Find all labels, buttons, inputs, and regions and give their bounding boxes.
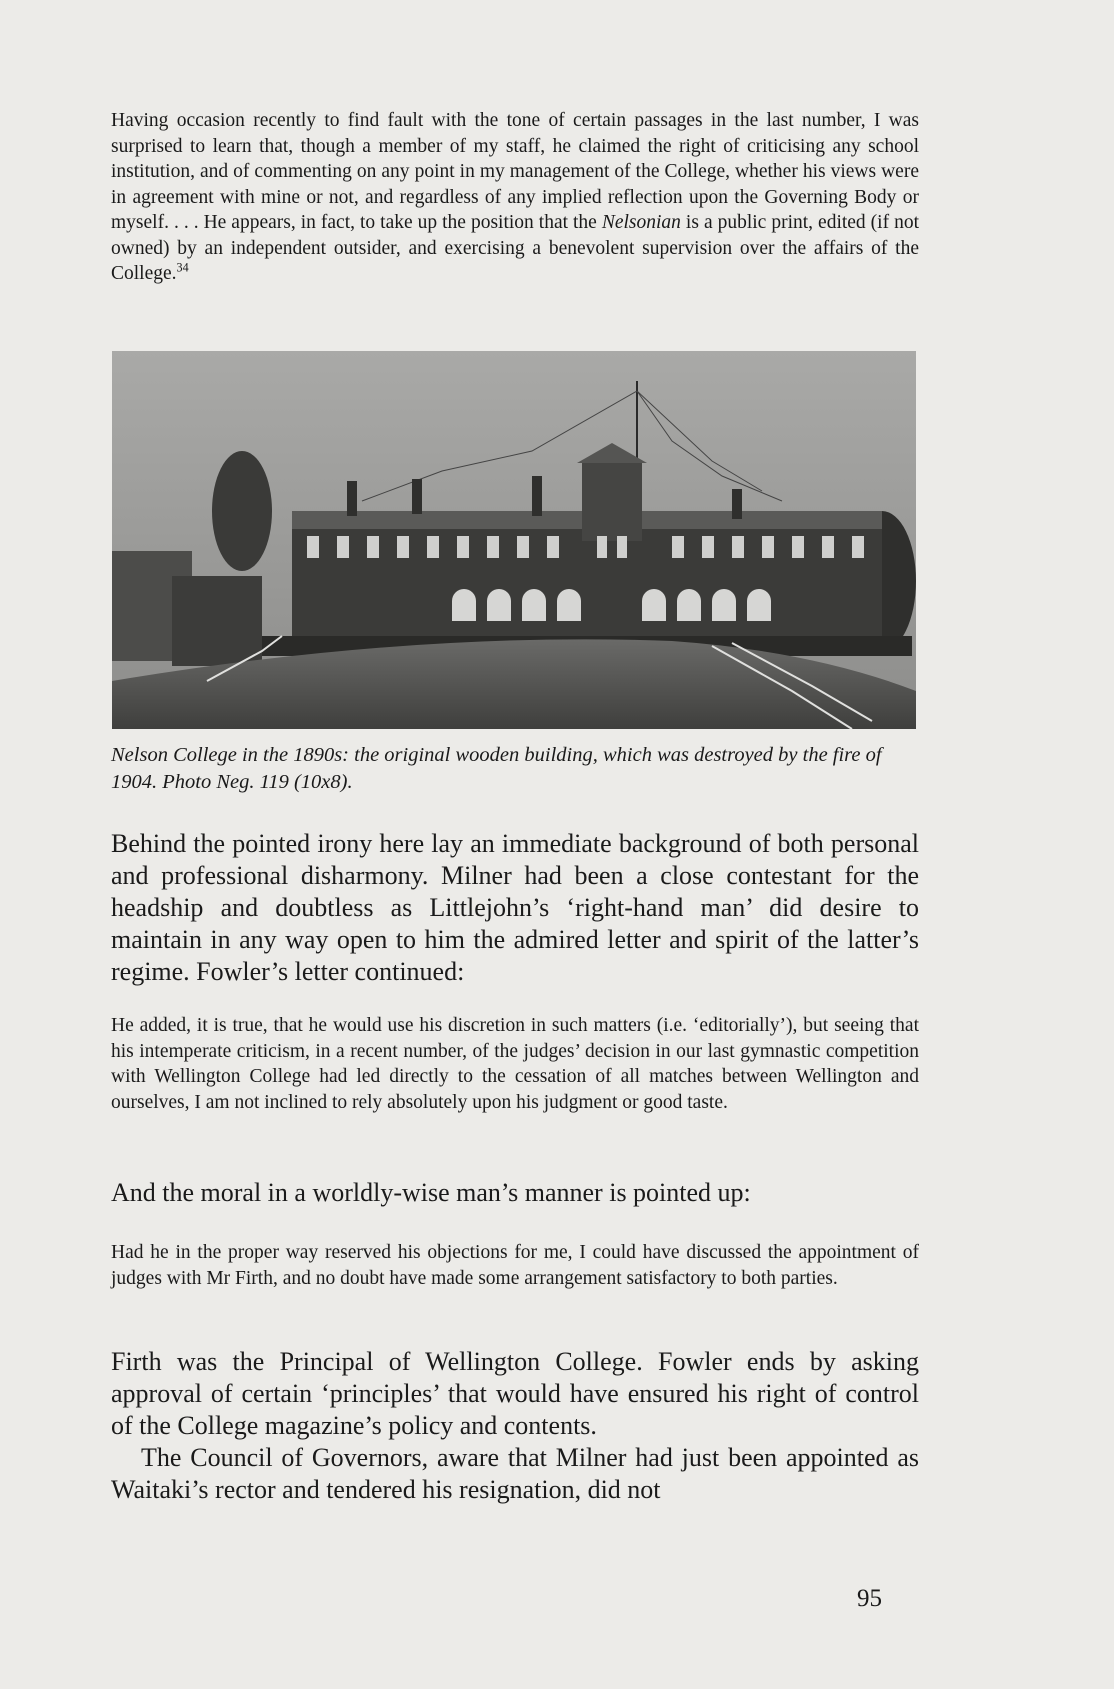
quote-2-text: He added, it is true, that he would use his discretion in such matters (i.e. ‘editorially’), but seeing that his intemperate criticism, in a recent number, of the judges’ decision in our last gymnastic competition with Wellington College had led directly to the cessation of all matches between Wellington and ourselves, I am not inclined to rely absolutely upon his judgment or good taste. xyxy=(111,1015,919,1113)
block-quote-1 xyxy=(111,108,919,287)
footnote-marker: 34 xyxy=(176,260,189,275)
page-number: 95 xyxy=(857,1585,882,1612)
figure-caption: Nelson College in the 1890s: the original wooden building, which was destroyed by the fire of 1904. Photo Neg. 119 (10x8). xyxy=(111,744,882,793)
quote-1-text: Having occasion recently to find fault with the tone of certain passages in the last number, I was surprised to learn that, though a member of my staff, he claimed the right of criticising any school institution, and of commenting on any point in my management of the College, whether his views were in agreement with mine or not, and regardless of any implied reflection upon the Governing Body or myself. . . . He appears, in fact, to take up the position that the Nelsonian is a public print, edited (if not owned) by an independent outsider, and exercising a benevolent supervision over the affairs of the College.$^{34}$ xyxy=(111,110,919,284)
paragraph-2 xyxy=(111,1177,919,1209)
quote-3-text: Had he in the proper way reserved his objections for me, I could have discussed the appointment of judges with Mr Firth, and no doubt have made some arrangement satisfactory to both parties. xyxy=(111,1242,919,1289)
paragraph-2-text: And the moral in a worldly-wise man’s manner is pointed up: xyxy=(111,1178,751,1207)
block-quote-3 xyxy=(111,1240,919,1291)
paragraph-1 xyxy=(111,828,919,988)
paragraph-1-text: Behind the pointed irony here lay an immediate background of both personal and professional disharmony. Milner had been a close contestant for the headship and doubtless as Littlejohn’s ‘right-hand man’ did desire to maintain in any way open to him the admired letter and spirit of the latter’s regime. Fowler’s letter continued: xyxy=(111,829,919,986)
photo-illustration xyxy=(112,351,916,729)
paragraph-3 xyxy=(111,1346,919,1506)
paragraph-3-text: Firth was the Principal of Wellington College. Fowler ends by asking approval of certain ‘principles’ that would have ensured his right of control of the College magazine’s policy and contents. xyxy=(111,1347,919,1440)
block-quote-2 xyxy=(111,1013,919,1115)
paragraph-4-text: The Council of Governors, aware that Milner had just been appointed as Waitaki’s rector and tendered his resignation, did not xyxy=(111,1443,919,1504)
nelson-college-photo xyxy=(112,351,916,729)
nelsonian-title: Nelsonian xyxy=(601,212,681,233)
